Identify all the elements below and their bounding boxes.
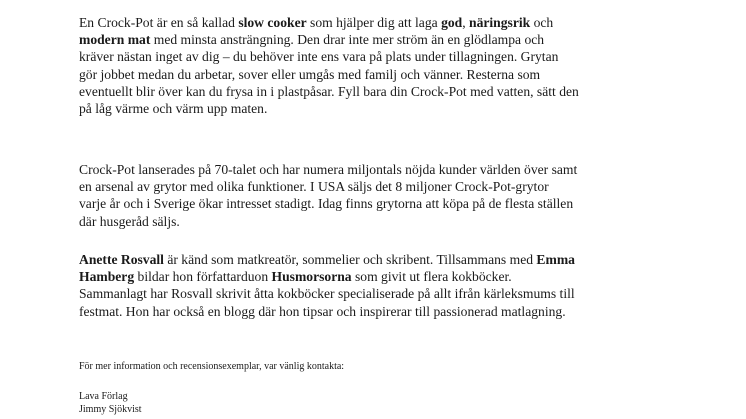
text-run: och [530, 15, 554, 30]
bold-naringsrik: näringsrik [469, 15, 531, 30]
bold-god: god [441, 15, 463, 30]
bold-anette-rosvall: Anette Rosvall [79, 252, 164, 267]
bold-modern-mat: modern mat [79, 32, 151, 48]
text-run: som hjälper dig att laga [306, 15, 442, 30]
text-run: , [462, 15, 470, 30]
bold-emma-hamberg: Emma Hamberg [79, 252, 575, 285]
contact-intro: För mer information och recensionsexemplar, var vänlig kontakta: [79, 361, 345, 372]
text-run: bildar hon författarduon [134, 269, 272, 285]
contact-person: Jimmy Sjökvist [79, 403, 142, 415]
contact-details [79, 391, 142, 416]
bold-slow-cooker: slow cooker [238, 15, 307, 30]
author-bio-paragraph [79, 251, 579, 320]
text-run: En Crock-Pot är en så kallad [79, 15, 239, 30]
crockpot-history-paragraph: Crock-Pot lanserades på 70-talet och har numera miljontals nöjda kunder världen över samt en arsenal av grytor med olika funktioner. I USA säljs det 8 miljoner Crock-Pot-grytor varje år och i Sverige ökar intresset stadigt. Idag finns grytorna att köpa på de flesta ställen där husgeråd säljs. [79, 162, 578, 229]
text-run: är känd som matkreatör, sommelier och skribent. Tillsammans med [163, 252, 537, 267]
text-run: som givit ut flera kokböcker. Sammanlagt har Rosvall skrivit åtta kokböcker specialiserade på allt ifrån kärleksmums till festmat. Hon har också en blogg där hon tipsar och inspirerar till passionerad matlagning. [79, 269, 575, 319]
publisher-name: Lava Förlag [79, 391, 128, 402]
bold-husmorsorna: Husmorsorna [271, 269, 352, 285]
crockpot-intro-paragraph [79, 14, 579, 117]
text-run: med minsta ansträngning. Den drar inte mer ström än en glödlampa och kräver nästan inget av dig – du behöver inte ens vara på plats under tillagningen. Grytan gör jobbet medan du arbetar, sover eller umgås med familj och vänner. Resterna som eventuellt blir över kan du frysa in i plastpåsar. Fyll bara din Crock-Pot med vatten, sätt den på låg värme och värm upp maten. [79, 32, 579, 117]
